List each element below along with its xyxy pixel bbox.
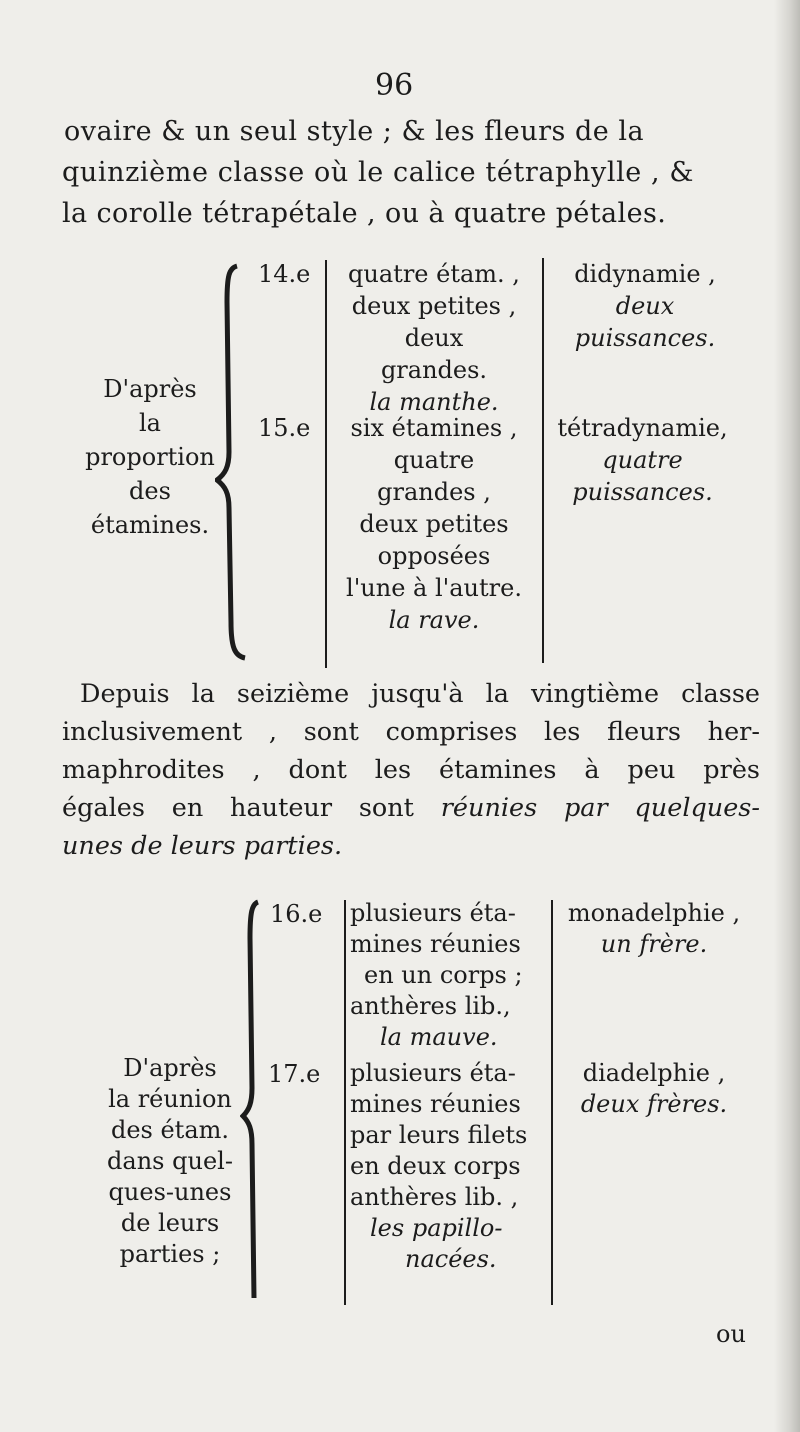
column-rule xyxy=(551,900,553,1305)
row17-class-name xyxy=(554,1058,754,1120)
table1-group-label xyxy=(70,372,230,542)
desc-line: grandes. xyxy=(380,356,488,384)
paragraph-line xyxy=(62,827,760,865)
paragraph-line: maphrodites , dont les étamines à peu près xyxy=(62,755,760,785)
desc-line: six étamines , xyxy=(350,414,518,442)
plant-example: les papillo- xyxy=(370,1214,503,1242)
desc-line: par leurs filets xyxy=(350,1121,528,1149)
label-line: dans quel- xyxy=(107,1147,233,1175)
desc-line: deux petites , xyxy=(351,292,517,320)
desc-line: mines réunies xyxy=(350,1090,521,1118)
desc-line: grandes , xyxy=(377,478,491,506)
desc-line: deux petites xyxy=(359,510,509,538)
class-number-15: 15.e xyxy=(258,414,311,442)
plant-example: la manthe. xyxy=(369,388,499,416)
name-line: puissances. xyxy=(572,478,713,506)
row15-class-name xyxy=(540,412,745,508)
row16-class-name xyxy=(554,898,754,960)
desc-line: quatre xyxy=(393,446,475,474)
label-line: D'après xyxy=(123,1054,217,1082)
intro-line-1: ovaire & un seul style ; & les fleurs de la xyxy=(64,116,645,147)
left-brace-icon xyxy=(215,262,255,662)
paragraph-text: égales en hauteur sont xyxy=(62,793,414,823)
label-line: la réunion xyxy=(108,1085,232,1113)
label-line: proportion xyxy=(85,443,215,471)
name-line: deux xyxy=(615,292,675,320)
desc-line: opposées xyxy=(377,542,491,570)
name-line: monadelphie , xyxy=(567,899,741,927)
desc-line: anthères lib., xyxy=(350,992,511,1020)
column-rule xyxy=(344,900,346,1305)
label-line: ques-unes xyxy=(108,1178,232,1206)
row15-description xyxy=(328,412,540,636)
column-rule xyxy=(325,260,327,668)
desc-line: plusieurs éta- xyxy=(350,899,516,927)
page-number: 96 xyxy=(375,68,414,103)
catchword: ou xyxy=(716,1320,746,1348)
paragraph-italic: unes de leurs parties. xyxy=(62,831,343,861)
intro-line-3: la corolle tétrapétale , ou à quatre pétales. xyxy=(62,198,667,229)
left-brace-icon xyxy=(240,898,270,1308)
class-number-14: 14.e xyxy=(258,260,311,288)
label-line: D'après xyxy=(103,375,197,403)
desc-line: en un corps ; xyxy=(364,961,523,989)
row14-description xyxy=(328,258,540,418)
name-line: puissances. xyxy=(574,324,716,352)
class-number-17: 17.e xyxy=(268,1060,321,1088)
plant-example: la rave. xyxy=(388,606,480,634)
name-line: diadelphie , xyxy=(582,1059,726,1087)
name-line: deux frères. xyxy=(580,1090,728,1118)
plant-example: la mauve. xyxy=(380,1023,498,1051)
class-number-16: 16.e xyxy=(270,900,323,928)
paragraph-line xyxy=(62,789,760,827)
desc-line: anthères lib. , xyxy=(350,1183,519,1211)
name-line: un frère. xyxy=(600,930,708,958)
name-line: didynamie , xyxy=(574,260,716,288)
table2-group-label xyxy=(82,1053,258,1270)
body-paragraph xyxy=(62,675,761,865)
row14-class-name xyxy=(545,258,745,354)
paragraph-line: Depuis la seizième jusqu'à la vingtième classe xyxy=(80,679,760,709)
intro-line-2: quinzième classe où le calice tétraphylle , & xyxy=(62,157,695,188)
row17-description xyxy=(350,1058,550,1275)
plant-example: nacées. xyxy=(405,1245,497,1273)
paragraph-italic: réunies par quelques- xyxy=(440,793,761,823)
name-line: tétradynamie, xyxy=(557,414,728,442)
row16-description xyxy=(350,898,550,1053)
paragraph-line: inclusivement , sont comprises les fleurs her- xyxy=(62,717,760,747)
desc-line: quatre étam. , xyxy=(348,260,520,288)
label-line: la xyxy=(139,409,161,437)
desc-line: deux xyxy=(404,324,464,352)
label-line: des xyxy=(129,477,171,505)
desc-line: plusieurs éta- xyxy=(350,1059,516,1087)
desc-line: mines réunies xyxy=(350,930,521,958)
desc-line: en deux corps xyxy=(350,1152,521,1180)
label-line: parties ; xyxy=(119,1240,221,1268)
label-line: étamines. xyxy=(90,511,210,539)
desc-line: l'une à l'autre. xyxy=(346,574,522,602)
label-line: des étam. xyxy=(110,1116,230,1144)
page-edge xyxy=(774,0,800,1432)
label-line: de leurs xyxy=(120,1209,220,1237)
name-line: quatre xyxy=(602,446,683,474)
